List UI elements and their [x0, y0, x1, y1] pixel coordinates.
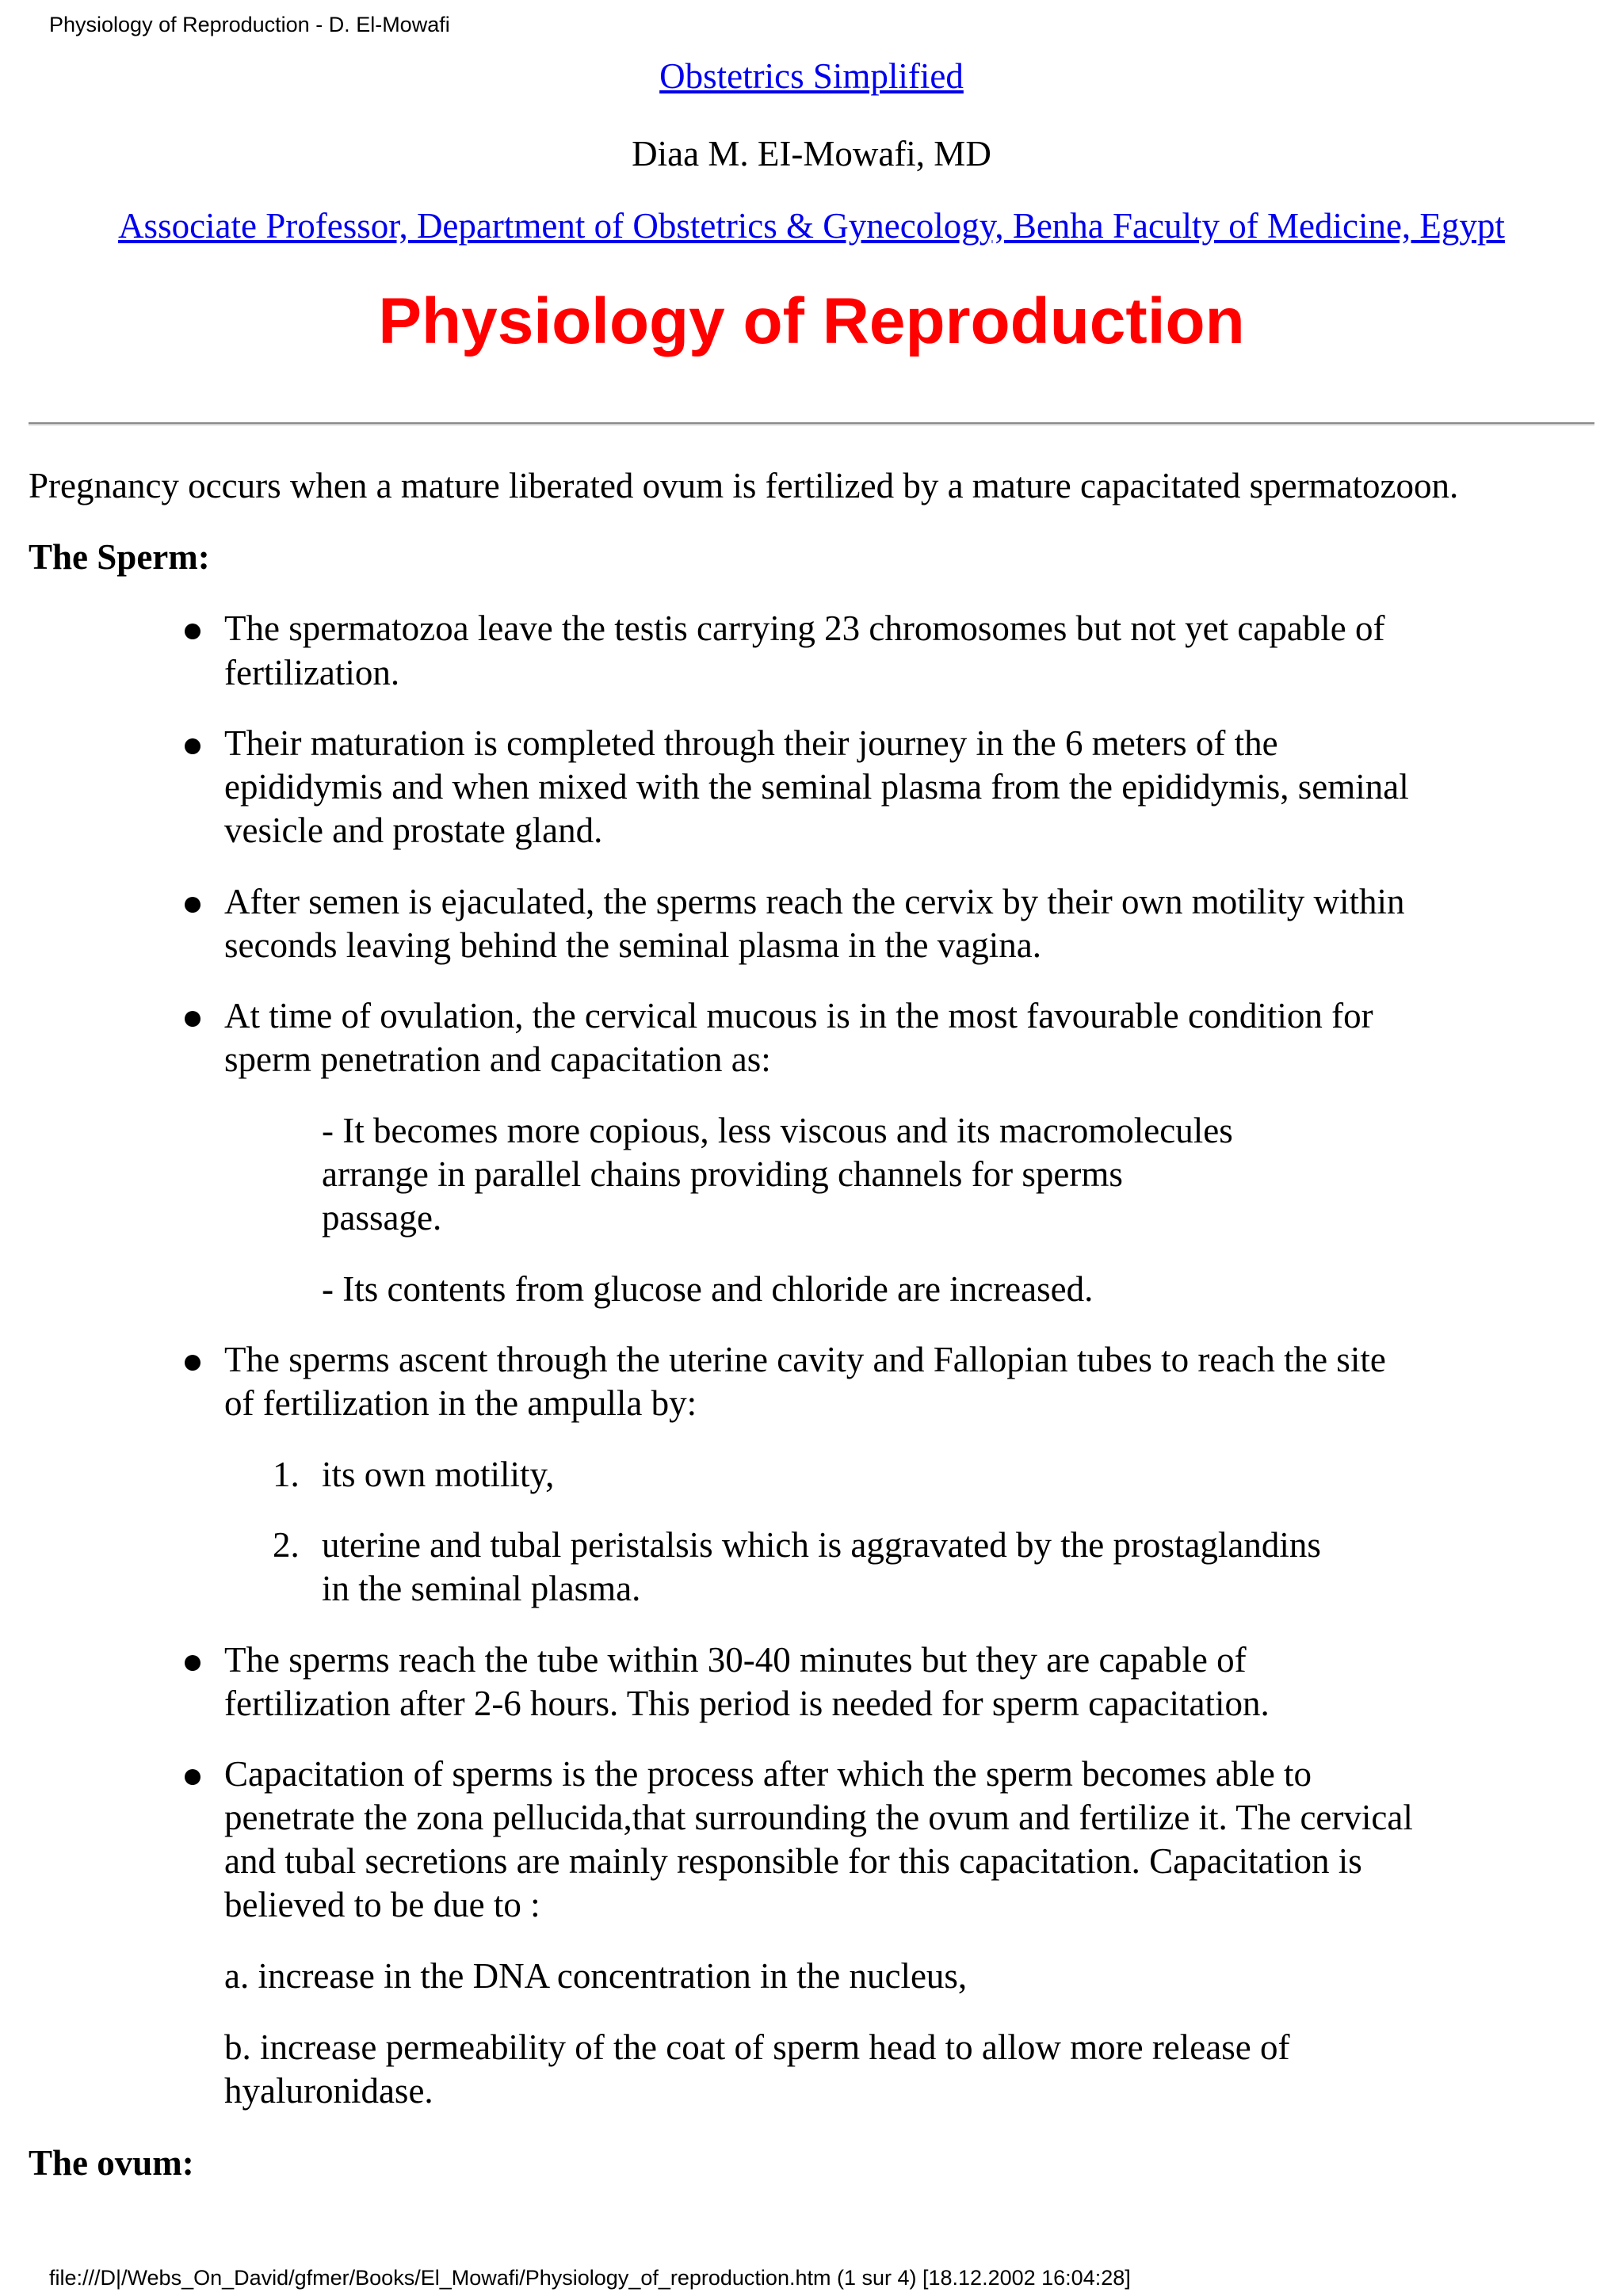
ascent-item-1-number: 1.	[273, 1455, 300, 1494]
page-header-title: Physiology of Reproduction - D. El-Mowafi	[49, 13, 450, 36]
book-link[interactable]: Obstetrics Simplified	[659, 56, 964, 96]
sperm-bullet-3-line-2: seconds leaving behind the seminal plasma in the vagina.	[224, 925, 1041, 965]
bullet-marker	[185, 897, 200, 913]
sperm-bullet-7-line-4: believed to be due to :	[224, 1885, 540, 1924]
ascent-item-2-line-1: uterine and tubal peristalsis which is aggravated by the prostaglandins	[322, 1525, 1321, 1565]
mucous-point-2: - Its contents from glucose and chloride are increased.	[322, 1269, 1094, 1309]
capacitation-cause-b-line-1: b. increase permeability of the coat of sperm head to allow more release of	[224, 2027, 1290, 2067]
bullet-marker	[185, 1655, 200, 1671]
ascent-item-1-text: its own motility,	[322, 1455, 555, 1494]
author-name: Diaa M. EI-Mowafi, MD	[632, 134, 991, 174]
sperm-bullet-3-line-1: After semen is ejaculated, the sperms reach the cervix by their own motility within	[224, 882, 1405, 921]
page-title: Physiology of Reproduction	[378, 285, 1245, 357]
sperm-bullet-1-line-2: fertilization.	[224, 653, 400, 692]
sperm-bullet-7-line-3: and tubal secretions are mainly responsible for this capacitation. Capacitation is	[224, 1841, 1362, 1881]
sperm-bullet-7-line-2: penetrate the zona pellucida,that surrounding the ovum and fertilize it. The cervical	[224, 1798, 1413, 1837]
ascent-item-2-line-2: in the seminal plasma.	[322, 1569, 641, 1608]
bullet-marker	[185, 1011, 200, 1027]
sperm-bullet-2-line-3: vesicle and prostate gland.	[224, 810, 603, 850]
sperm-bullet-5-line-1: The sperms ascent through the uterine cavity and Fallopian tubes to reach the site	[224, 1340, 1386, 1379]
bullet-marker	[185, 624, 200, 639]
sperm-bullet-1-line-1: The spermatozoa leave the testis carrying 23 chromosomes but not yet capable of	[224, 608, 1385, 648]
sperm-bullet-6-line-2: fertilization after 2-6 hours. This period is needed for sperm capacitation.	[224, 1684, 1270, 1723]
sperm-bullet-6-line-1: The sperms reach the tube within 30-40 minutes but they are capable of	[224, 1640, 1247, 1680]
page-footer-path: file:///D|/Webs_On_David/gfmer/Books/El_Mowafi/Physiology_of_reproduction.htm (1 sur 4) [18.12.2002 16:04:28]	[49, 2266, 1131, 2290]
sperm-bullet-4-line-2: sperm penetration and capacitation as:	[224, 1039, 771, 1079]
mucous-point-1-line-2: arrange in parallel chains providing channels for sperms	[322, 1154, 1123, 1194]
affiliation-line	[0, 204, 1623, 248]
capacitation-cause-b-line-2: hyaluronidase.	[224, 2071, 433, 2111]
book-link-line	[0, 54, 1623, 98]
sperm-bullet-5-line-2: of fertilization in the ampulla by:	[224, 1383, 697, 1423]
bullet-marker	[185, 1355, 200, 1371]
sperm-bullet-2-line-1: Their maturation is completed through their journey in the 6 meters of the	[224, 723, 1278, 763]
ascent-item-2-number: 2.	[273, 1525, 300, 1565]
bullet-marker	[185, 1769, 200, 1785]
sperm-bullet-4-line-1: At time of ovulation, the cervical mucous is in the most favourable condition for	[224, 996, 1373, 1035]
affiliation-link[interactable]: Associate Professor, Department of Obstetrics & Gynecology, Benha Faculty of Medicine, Egypt	[118, 206, 1505, 246]
mucous-point-1-line-1: - It becomes more copious, less viscous and its macromolecules	[322, 1111, 1233, 1150]
horizontal-divider	[29, 422, 1594, 425]
sperm-bullet-7-line-1: Capacitation of sperms is the process after which the sperm becomes able to	[224, 1754, 1312, 1794]
ovum-section-heading: The ovum:	[29, 2143, 194, 2183]
mucous-point-1-line-3: passage.	[322, 1198, 442, 1238]
capacitation-cause-a: a. increase in the DNA concentration in the nucleus,	[224, 1956, 968, 1996]
sperm-section-heading: The Sperm:	[29, 537, 210, 577]
sperm-bullet-2-line-2: epididymis and when mixed with the seminal plasma from the epididymis, seminal	[224, 767, 1409, 807]
intro-paragraph: Pregnancy occurs when a mature liberated ovum is fertilized by a mature capacitated spermatozoon.	[29, 466, 1459, 505]
bullet-marker	[185, 738, 200, 754]
